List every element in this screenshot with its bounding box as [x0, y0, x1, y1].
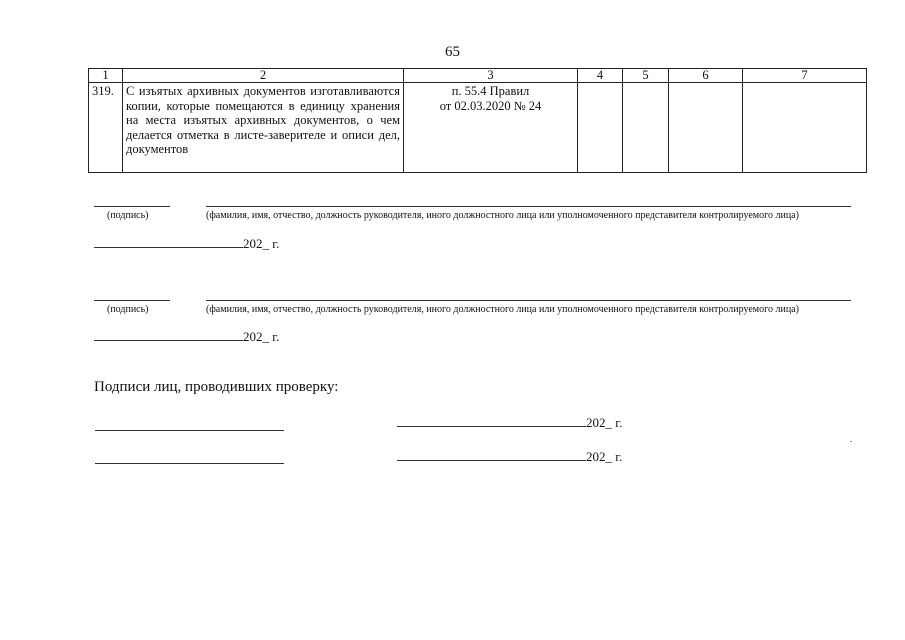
name-line-1: [206, 206, 851, 207]
inspector-date-text-2: 202_ г.: [586, 449, 623, 464]
date-blank-1: [94, 246, 243, 248]
name-caption-1: (фамилия, имя, отчество, должность руководителя, иного должностного лица или уполномоченного представителя контролируемого лица): [206, 210, 799, 221]
date-text-1: 202_ г.: [243, 236, 280, 251]
cell-col-6: [669, 83, 743, 173]
inspector-date-text-1: 202_ г.: [586, 415, 623, 430]
name-line-2: [206, 300, 851, 301]
inspector-date-line-1: [397, 415, 622, 431]
inspector-date-blank-1: [397, 425, 586, 427]
inspector-signature-line-2: [95, 463, 284, 464]
header-col-2: 2: [123, 69, 404, 83]
header-col-1: 1: [89, 69, 123, 83]
header-col-4: 4: [578, 69, 623, 83]
header-col-3: 3: [404, 69, 578, 83]
inspector-date-blank-2: [397, 459, 586, 461]
scan-speck: [850, 441, 852, 442]
reference-line-2: от 02.03.2020 № 24: [439, 98, 542, 113]
date-line-1: [94, 236, 279, 252]
cell-col-5: [623, 83, 669, 173]
name-caption-2: (фамилия, имя, отчество, должность руководителя, иного должностного лица или уполномоченного представителя контролируемого лица): [206, 304, 799, 315]
header-col-6: 6: [669, 69, 743, 83]
signature-line-1: [94, 206, 170, 207]
date-line-2: [94, 329, 279, 345]
row-number: 319.: [89, 83, 123, 173]
signature-caption-1: (подпись): [107, 210, 149, 221]
requirement-text: С изъятых архивных документов изготавливаются копии, которые помещаются в единицу хранения на места изъятых архивных документов, о чем делается отметка в листе-заверителе и описи дел, документов: [123, 83, 404, 173]
inspector-signature-line-1: [95, 430, 284, 431]
table-row: [89, 83, 867, 173]
inspectors-heading: Подписи лиц, проводивших проверку:: [94, 379, 339, 395]
signature-line-2: [94, 300, 170, 301]
page-number: 65: [445, 44, 460, 60]
cell-col-7: [743, 83, 867, 173]
reference-line-1: п. 55.4 Правил: [451, 84, 530, 98]
inspector-date-line-2: [397, 449, 622, 465]
date-blank-2: [94, 339, 243, 341]
date-text-2: 202_ г.: [243, 329, 280, 344]
signature-caption-2: (подпись): [107, 304, 149, 315]
checklist-table: [88, 68, 867, 173]
cell-col-4: [578, 83, 623, 173]
header-col-7: 7: [743, 69, 867, 83]
legal-reference: [404, 83, 578, 173]
table-header-row: [89, 69, 867, 83]
header-col-5: 5: [623, 69, 669, 83]
